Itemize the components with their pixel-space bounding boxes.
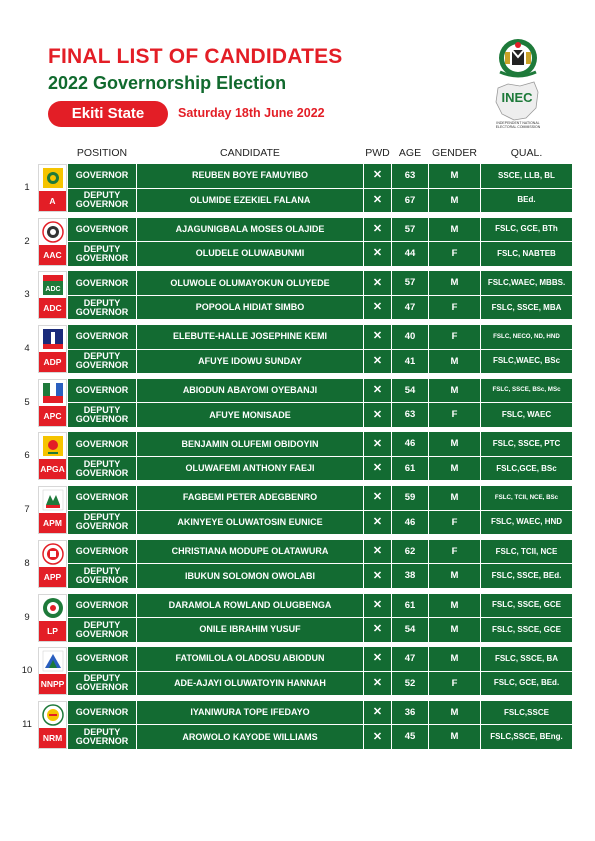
table-header <box>0 147 595 161</box>
inec-logo-text: INEC <box>501 90 533 105</box>
pwd-cell: ✕ <box>364 432 391 456</box>
position-cell: DEPUTY GOVERNOR <box>68 242 136 266</box>
candidate-name-cell: POPOOLA HIDIAT SIMBO <box>137 296 363 320</box>
party-nnpp-logo-icon <box>42 650 64 672</box>
header-candidate: CANDIDATE <box>220 147 280 159</box>
pwd-cell: ✕ <box>364 218 391 242</box>
candidate-group <box>20 701 572 749</box>
party-abbreviation: A <box>39 191 66 211</box>
gender-cell: M <box>429 432 480 456</box>
age-cell: 44 <box>392 242 428 266</box>
party-abbreviation: AAC <box>39 245 66 265</box>
party-adc-logo-icon <box>42 274 64 296</box>
candidate-group <box>20 379 572 427</box>
table-row <box>68 218 572 242</box>
pwd-cell: ✕ <box>364 486 391 510</box>
gender-cell: F <box>429 403 480 427</box>
gender-cell: F <box>429 242 480 266</box>
age-cell: 47 <box>392 296 428 320</box>
age-cell: 52 <box>392 672 428 696</box>
gender-cell: M <box>429 647 480 671</box>
group-number: 10 <box>21 665 33 677</box>
age-cell: 61 <box>392 594 428 618</box>
table-row <box>68 457 572 481</box>
age-cell: 57 <box>392 218 428 242</box>
age-cell: 63 <box>392 403 428 427</box>
qualification-cell: FSLC,WAEC, MBBS. <box>481 271 572 295</box>
pwd-cell: ✕ <box>364 164 391 188</box>
position-cell: GOVERNOR <box>68 540 136 564</box>
gender-cell: M <box>429 486 480 510</box>
candidate-group <box>20 164 572 212</box>
candidate-name-cell: BENJAMIN OLUFEMI OBIDOYIN <box>137 432 363 456</box>
pwd-cell: ✕ <box>364 672 391 696</box>
qualification-cell: FSLC, GCE, BTh <box>481 218 572 242</box>
table-row <box>68 403 572 427</box>
position-cell: DEPUTY GOVERNOR <box>68 511 136 535</box>
qualification-cell: FSLC, SSCE, GCE <box>481 618 572 642</box>
age-cell: 46 <box>392 432 428 456</box>
age-cell: 61 <box>392 457 428 481</box>
party-apm-logo-icon <box>42 489 64 511</box>
pwd-cell: ✕ <box>364 701 391 725</box>
gender-cell: F <box>429 296 480 320</box>
pwd-cell: ✕ <box>364 725 391 749</box>
position-cell: DEPUTY GOVERNOR <box>68 350 136 374</box>
age-cell: 59 <box>392 486 428 510</box>
candidate-name-cell: OLUMIDE EZEKIEL FALANA <box>137 189 363 213</box>
pwd-cell: ✕ <box>364 271 391 295</box>
group-number: 4 <box>24 343 30 355</box>
position-cell: DEPUTY GOVERNOR <box>68 189 136 213</box>
nigeria-coat-of-arms-icon <box>486 36 550 134</box>
candidate-name-cell: OLUWOLE OLUMAYOKUN OLUYEDE <box>137 271 363 295</box>
gender-cell: M <box>429 189 480 213</box>
group-number: 7 <box>24 504 30 516</box>
party-abbreviation: APM <box>39 513 66 533</box>
table-row <box>68 725 572 749</box>
candidate-name-cell: ONILE IBRAHIM YUSUF <box>137 618 363 642</box>
table-row <box>68 432 572 456</box>
candidate-group <box>20 486 572 534</box>
gender-cell: M <box>429 564 480 588</box>
party-app-logo-icon <box>42 543 64 565</box>
pwd-cell: ✕ <box>364 350 391 374</box>
qualification-cell: FSLC, GCE, BEd. <box>481 672 572 696</box>
candidate-group <box>20 218 572 266</box>
table-row <box>68 672 572 696</box>
qualification-cell: FSLC,SSCE <box>481 701 572 725</box>
position-cell: DEPUTY GOVERNOR <box>68 725 136 749</box>
pwd-cell: ✕ <box>364 296 391 320</box>
group-number: 8 <box>24 557 30 569</box>
qualification-cell: BEd. <box>481 189 572 213</box>
group-number: 2 <box>24 235 30 247</box>
group-number: 6 <box>24 450 30 462</box>
pwd-cell: ✕ <box>364 403 391 427</box>
party-abbreviation: NRM <box>39 728 66 748</box>
header-age: AGE <box>398 147 422 159</box>
table-row <box>68 594 572 618</box>
party-box <box>38 164 67 212</box>
candidate-name-cell: ABIODUN ABAYOMI OYEBANJI <box>137 379 363 403</box>
position-cell: DEPUTY GOVERNOR <box>68 296 136 320</box>
header-position: POSITION <box>76 147 128 159</box>
qualification-cell: FSLC, NECO, ND, HND <box>481 325 572 349</box>
pwd-cell: ✕ <box>364 564 391 588</box>
age-cell: 41 <box>392 350 428 374</box>
table-row <box>68 564 572 588</box>
qualification-cell: FSLC,WAEC, BSc <box>481 350 572 374</box>
pwd-cell: ✕ <box>364 511 391 535</box>
qualification-cell: FSLC, NABTEB <box>481 242 572 266</box>
position-cell: GOVERNOR <box>68 647 136 671</box>
candidate-group <box>20 540 572 588</box>
qualification-cell: FSLC, SSCE, PTC <box>481 432 572 456</box>
qualification-cell: FSLC, TCII, NCE <box>481 540 572 564</box>
candidate-name-cell: OLUDELE OLUWABUNMI <box>137 242 363 266</box>
party-apga-logo-icon <box>42 435 64 457</box>
table-row <box>68 379 572 403</box>
candidate-group <box>20 594 572 642</box>
age-cell: 45 <box>392 725 428 749</box>
party-box <box>38 540 67 588</box>
age-cell: 62 <box>392 540 428 564</box>
table-row <box>68 540 572 564</box>
header-pwd: PWD <box>365 147 390 159</box>
gender-cell: F <box>429 540 480 564</box>
age-cell: 54 <box>392 618 428 642</box>
page-subtitle: 2022 Governorship Election <box>48 73 287 93</box>
gender-cell: M <box>429 618 480 642</box>
candidate-group <box>20 325 572 373</box>
position-cell: DEPUTY GOVERNOR <box>68 672 136 696</box>
group-number: 5 <box>24 396 30 408</box>
party-box <box>38 486 67 534</box>
group-number: 11 <box>22 718 32 730</box>
qualification-cell: FSLC, SSCE, GCE <box>481 594 572 618</box>
position-cell: GOVERNOR <box>68 271 136 295</box>
group-number: 3 <box>24 289 30 301</box>
party-box <box>38 271 67 319</box>
gender-cell: M <box>429 218 480 242</box>
qualification-cell: FSLC, SSCE, MBA <box>481 296 572 320</box>
party-box <box>38 325 67 373</box>
candidate-group <box>20 271 572 319</box>
party-apc-logo-icon <box>42 382 64 404</box>
gender-cell: M <box>429 725 480 749</box>
position-cell: GOVERNOR <box>68 432 136 456</box>
pwd-cell: ✕ <box>364 594 391 618</box>
party-box <box>38 701 67 749</box>
pwd-cell: ✕ <box>364 647 391 671</box>
table-row <box>68 486 572 510</box>
pwd-cell: ✕ <box>364 457 391 481</box>
qualification-cell: FSLC, WAEC <box>481 403 572 427</box>
gender-cell: M <box>429 350 480 374</box>
qualification-cell: FSLC, SSCE, BSc, MSc <box>481 379 572 403</box>
age-cell: 40 <box>392 325 428 349</box>
candidate-group <box>20 647 572 695</box>
party-abbreviation: ADC <box>39 298 66 318</box>
candidate-name-cell: OLUWAFEMI ANTHONY FAEJI <box>137 457 363 481</box>
candidate-group <box>20 432 572 480</box>
table-row <box>68 164 572 188</box>
age-cell: 46 <box>392 511 428 535</box>
gender-cell: M <box>429 164 480 188</box>
party-abbreviation: APC <box>39 406 66 426</box>
candidate-name-cell: DARAMOLA ROWLAND OLUGBENGA <box>137 594 363 618</box>
candidate-name-cell: FAGBEMI PETER ADEGBENRO <box>137 486 363 510</box>
svg-text:ADC: ADC <box>45 286 61 294</box>
candidate-name-cell: ADE-AJAYI OLUWATOYIN HANNAH <box>137 672 363 696</box>
age-cell: 36 <box>392 701 428 725</box>
gender-cell: M <box>429 379 480 403</box>
qualification-cell: FSLC, WAEC, HND <box>481 511 572 535</box>
state-badge: Ekiti State <box>48 101 168 127</box>
candidate-name-cell: AKINYEYE OLUWATOSIN EUNICE <box>137 511 363 535</box>
election-date: Saturday 18th June 2022 <box>178 106 325 120</box>
candidate-name-cell: AJAGUNIGBALA MOSES OLAJIDE <box>137 218 363 242</box>
qualification-cell: FSLC, SSCE, BA <box>481 647 572 671</box>
table-row <box>68 242 572 266</box>
qualification-cell: FSLC, SSCE, BEd. <box>481 564 572 588</box>
candidate-name-cell: AROWOLO KAYODE WILLIAMS <box>137 725 363 749</box>
inec-logo <box>486 36 550 134</box>
position-cell: GOVERNOR <box>68 218 136 242</box>
candidate-name-cell: FATOMILOLA OLADOSU ABIODUN <box>137 647 363 671</box>
party-adp-logo-icon <box>42 328 64 350</box>
table-row <box>68 701 572 725</box>
party-nrm-logo-icon <box>42 704 64 726</box>
pwd-cell: ✕ <box>364 379 391 403</box>
table-row <box>68 350 572 374</box>
qualification-cell: SSCE, LLB, BL <box>481 164 572 188</box>
party-abbreviation: APGA <box>39 459 66 479</box>
gender-cell: F <box>429 325 480 349</box>
party-aac-logo-icon <box>42 221 64 243</box>
party-box <box>38 379 67 427</box>
candidate-name-cell: IBUKUN SOLOMON OWOLABI <box>137 564 363 588</box>
table-row <box>68 325 572 349</box>
candidates-table <box>20 164 572 755</box>
position-cell: DEPUTY GOVERNOR <box>68 564 136 588</box>
position-cell: GOVERNOR <box>68 486 136 510</box>
party-box <box>38 432 67 480</box>
qualification-cell: FSLC,SSCE, BEng. <box>481 725 572 749</box>
party-abbreviation: NNPP <box>39 674 66 694</box>
gender-cell: F <box>429 511 480 535</box>
table-row <box>68 618 572 642</box>
party-abbreviation: ADP <box>39 352 66 372</box>
gender-cell: M <box>429 271 480 295</box>
age-cell: 67 <box>392 189 428 213</box>
party-abbreviation: LP <box>39 621 66 641</box>
age-cell: 63 <box>392 164 428 188</box>
qualification-cell: FSLC,GCE, BSc <box>481 457 572 481</box>
position-cell: DEPUTY GOVERNOR <box>68 457 136 481</box>
candidate-name-cell: REUBEN BOYE FAMUYIBO <box>137 164 363 188</box>
table-row <box>68 189 572 213</box>
pwd-cell: ✕ <box>364 242 391 266</box>
party-box <box>38 218 67 266</box>
gender-cell: F <box>429 672 480 696</box>
table-row <box>68 271 572 295</box>
qualification-cell: FSLC, TCII, NCE, BSc <box>481 486 572 510</box>
table-row <box>68 296 572 320</box>
position-cell: GOVERNOR <box>68 379 136 403</box>
group-number: 1 <box>24 182 30 193</box>
pwd-cell: ✕ <box>364 189 391 213</box>
age-cell: 47 <box>392 647 428 671</box>
position-cell: GOVERNOR <box>68 164 136 188</box>
table-row <box>68 647 572 671</box>
position-cell: GOVERNOR <box>68 325 136 349</box>
pwd-cell: ✕ <box>364 325 391 349</box>
age-cell: 38 <box>392 564 428 588</box>
gender-cell: M <box>429 594 480 618</box>
candidate-name-cell: AFUYE MONISADE <box>137 403 363 427</box>
group-number: 9 <box>24 611 30 623</box>
candidate-name-cell: AFUYE IDOWU SUNDAY <box>137 350 363 374</box>
gender-cell: M <box>429 457 480 481</box>
candidate-name-cell: IYANIWURA TOPE IFEDAYO <box>137 701 363 725</box>
position-cell: DEPUTY GOVERNOR <box>68 403 136 427</box>
page-title: FINAL LIST OF CANDIDATES <box>48 45 343 68</box>
position-cell: GOVERNOR <box>68 701 136 725</box>
inec-caption: INDEPENDENT NATIONAL ELECTORAL COMMISSION <box>495 121 541 129</box>
pwd-cell: ✕ <box>364 540 391 564</box>
party-box <box>38 594 67 642</box>
party-box <box>38 647 67 695</box>
header-gender: GENDER <box>432 147 477 159</box>
candidate-name-cell: CHRISTIANA MODUPE OLATAWURA <box>137 540 363 564</box>
candidate-name-cell: ELEBUTE-HALLE JOSEPHINE KEMI <box>137 325 363 349</box>
position-cell: GOVERNOR <box>68 594 136 618</box>
gender-cell: M <box>429 701 480 725</box>
party-a-logo-icon <box>42 167 64 189</box>
header-qual: QUAL. <box>510 147 543 159</box>
pwd-cell: ✕ <box>364 618 391 642</box>
age-cell: 57 <box>392 271 428 295</box>
age-cell: 54 <box>392 379 428 403</box>
position-cell: DEPUTY GOVERNOR <box>68 618 136 642</box>
party-abbreviation: APP <box>39 567 66 587</box>
party-lp-logo-icon <box>42 597 64 619</box>
table-row <box>68 511 572 535</box>
